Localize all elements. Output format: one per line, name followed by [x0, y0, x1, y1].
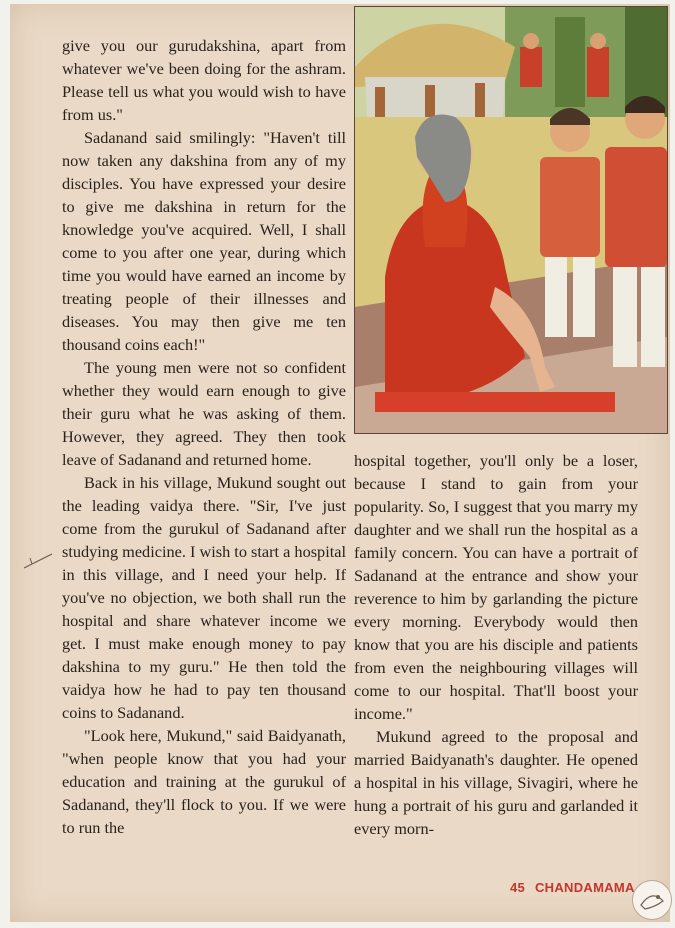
paragraph: give you our gurudakshina, apart from whatever we've been doing for the ashram. Please tell us what you would wish to have from us." [62, 36, 346, 124]
logo-stamp-icon [632, 880, 672, 920]
right-text-column [354, 449, 638, 840]
magazine-page [10, 4, 670, 922]
paragraph: Sadanand said smilingly: "Haven't till now taken any dakshina from any of my disciples. You have expressed your desire to give me dakshina in return for the knowledge you've acquired. Well, I shall come to you after one year, during which time you would have earned an income by treating people of their illnesses and diseases. You may then give me ten thousand coins each!" [62, 128, 346, 354]
pen-mark-icon [22, 550, 56, 570]
paragraph: Mukund agreed to the proposal and married Baidyanath's daughter. He opened a hospital in his village, Sivagiri, where he hung a portrait of his guru and garlanded it every morn- [354, 727, 638, 838]
magazine-name: CHANDAMAMA [534, 880, 635, 895]
illustration-art [355, 7, 667, 433]
paragraph: "Look here, Mukund," said Baidyanath, "when people know that you had your education and training at the gurukul of Sadanand, they'll flock to you. If we were to run the [62, 726, 346, 837]
left-text-column [62, 34, 346, 839]
story-illustration [354, 6, 668, 434]
page-number: 45 [510, 880, 526, 895]
paragraph: hospital together, you'll only be a loser, because I stand to gain from your popularity. So, I suggest that you marry my daughter and we shall run the hospital as a family concern. You can have a portrait of Sadanand at the entrance and show your reverence to him by garlanding the picture every morning. Everybody would then know that you are his disciple and patients from even the neighbouring villages will come to our hospital. That'll boost your income." [354, 451, 638, 723]
page-footer [510, 880, 635, 895]
paragraph: The young men were not so confident whether they would earn enough to give their guru what he was asking of them. However, they agreed. They then took leave of Sadanand and returned home. [62, 358, 346, 469]
paragraph: Back in his village, Mukund sought out the leading vaidya there. "Sir, I've just come from the gurukul of Sadanand after studying medicine. I wish to start a hospital in this village, and I need your help. If you've no objection, we both shall run the hospital and share whatever income we get. I must make enough money to pay dakshina to my guru." He then told the vaidya how he had to pay ten thousand coins to Sadanand. [62, 473, 346, 722]
